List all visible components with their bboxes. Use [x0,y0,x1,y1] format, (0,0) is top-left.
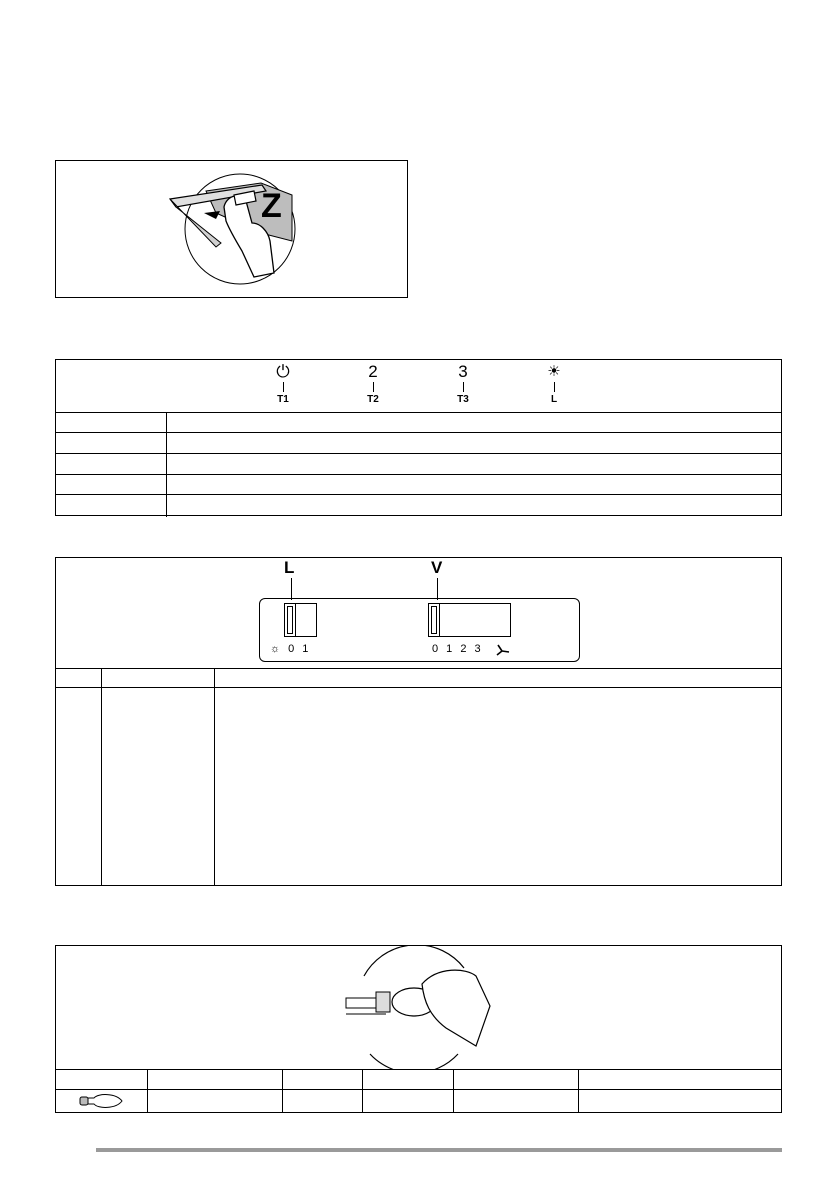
table-row [56,432,781,452]
filter-removal-figure [55,160,408,298]
button-light[interactable] [534,363,574,405]
button-t3[interactable] [443,363,483,405]
table-row [56,412,781,432]
power-icon: ⏻ [276,362,290,381]
light-slider-knob[interactable] [284,603,296,637]
bulb-replacement-illustration [326,946,506,1070]
button-label: T2 [367,394,379,405]
fan-icon [496,644,510,657]
z-label: Z [261,187,282,225]
button-t1[interactable] [263,363,303,405]
light-scale: ☼ 0 1 [270,643,309,655]
speed-2-icon: 2 [368,362,378,381]
bulb-icon [78,1092,126,1110]
button-label: T1 [277,394,289,405]
slider-panel [259,598,580,662]
button-label: L [550,394,558,405]
slider-control-table [55,557,782,886]
fan-slider-track [428,603,511,637]
light-icon: ☀ [547,363,561,380]
fan-scale: 0 1 2 3 [432,643,481,655]
fan-slider-knob[interactable] [428,603,440,637]
bulb-replacement-table [55,945,782,1113]
table-row [56,494,781,516]
light-slider-label: L [284,558,295,577]
button-label: T3 [457,394,469,405]
fan-slider-label: V [431,558,443,577]
table-row [56,474,781,494]
light-slider-track [284,603,317,637]
table-row [56,453,781,473]
button-t2[interactable] [353,363,393,405]
footer-divider [96,1148,782,1152]
button-control-table [55,359,782,516]
hand-filter-illustration [56,161,407,297]
speed-3-icon: 3 [458,362,468,381]
